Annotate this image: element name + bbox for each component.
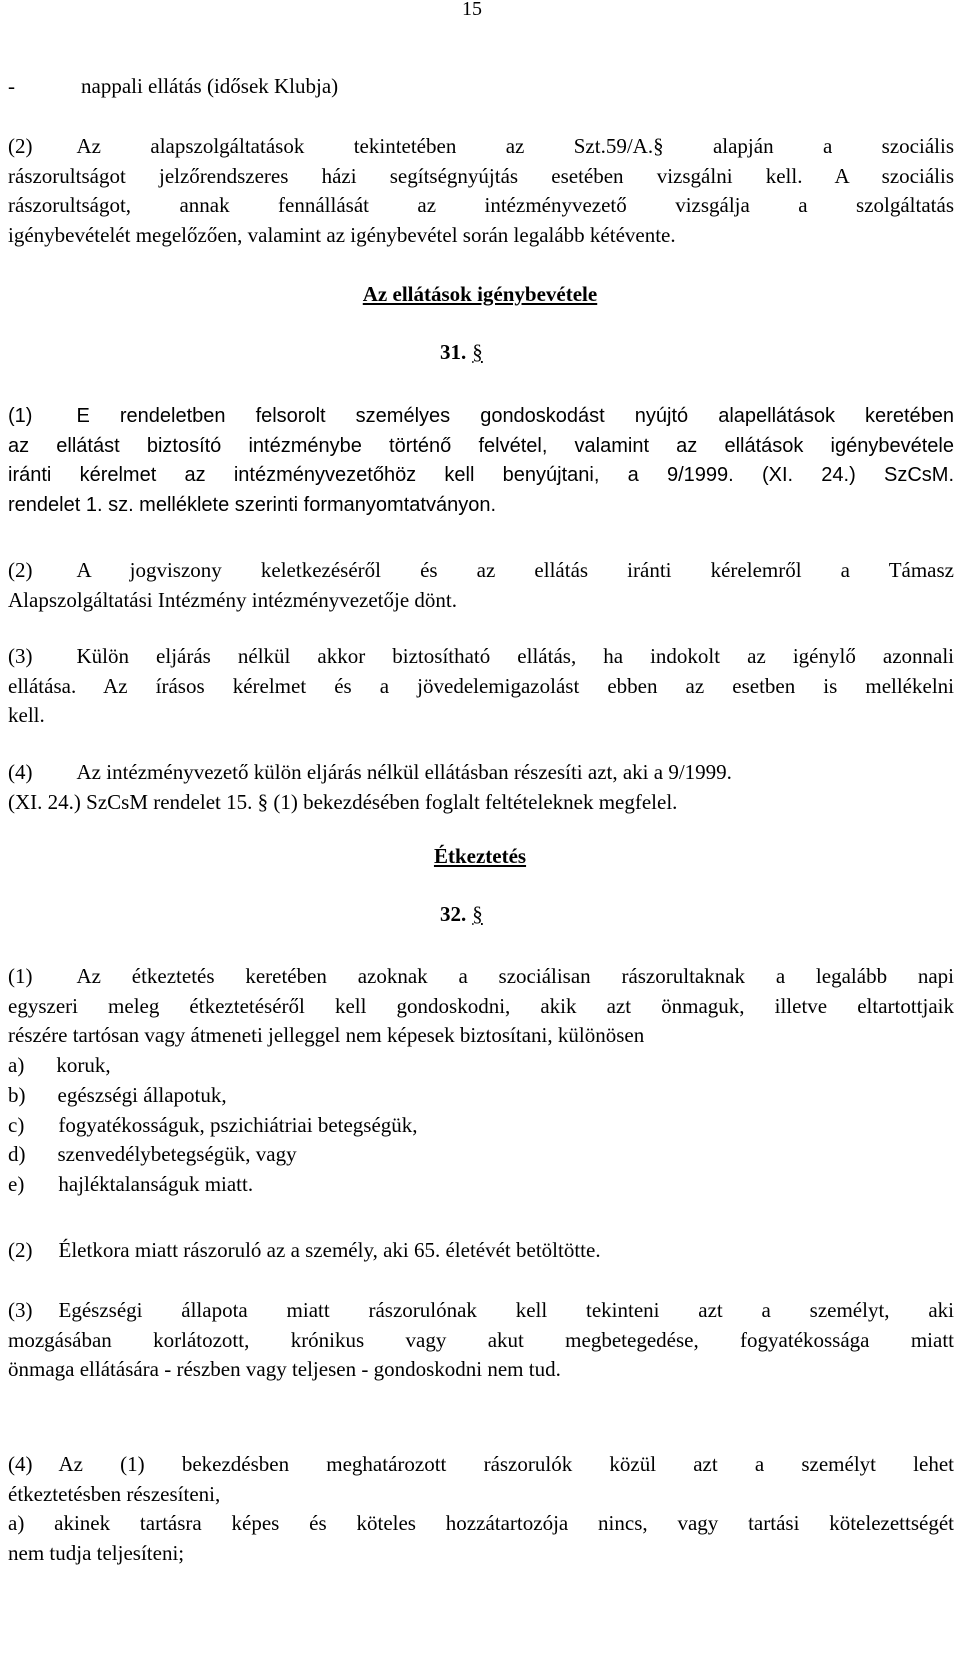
- section-32-paragraph-3: [8, 1296, 954, 1385]
- list-item: [8, 1140, 954, 1170]
- paragraph-line: egyszeri meleg étkeztetéséről kell gondoskodni, akik azt önmaguk, illetve eltartottjaik: [8, 993, 954, 1018]
- page-number: 15: [462, 0, 482, 20]
- list-item-text: egészségi állapotuk,: [57, 1082, 227, 1107]
- paragraph-line: Alapszolgáltatási Intézmény intézményvezetője dönt.: [8, 587, 457, 612]
- section-32-number: [440, 902, 483, 927]
- list-item-text: hajléktalanságuk miatt.: [58, 1171, 254, 1196]
- paragraph-line: Az étkeztetés keretében azoknak a szociálisan rászorultaknak a legalább napi: [76, 964, 954, 988]
- paragraph-line: Az alapszolgáltatások tekintetében az Szt.59/A.§ alapján a szociális: [76, 134, 954, 158]
- section-31-paragraph-2: [8, 556, 954, 615]
- paragraph-line: részére tartósan vagy átmeneti jelleggel nem képesek biztosítani, különösen: [8, 1023, 645, 1048]
- section-number-text: 32.: [440, 902, 467, 926]
- paragraph-line: igénybevételét megelőzően, valamint az igénybevétel során legalább kétévente.: [8, 223, 676, 248]
- paragraph-line: rászorultságot jelzőrendszeres házi segítségnyújtás esetében vizsgálni kell. A szociális: [8, 163, 954, 188]
- paragraph-line: étkeztetésben részesíteni,: [8, 1481, 221, 1506]
- intro-text: nappali ellátás (idősek Klubja): [81, 74, 339, 98]
- paragraph-line: Külön eljárás nélkül akkor biztosítható ellátás, ha indokolt az igénylő azonnali: [76, 644, 954, 668]
- paragraph-line: rászorultságot, annak fennállását az intézményvezető vizsgálja a szolgáltatás: [8, 193, 954, 218]
- paragraph-line: E rendeletben felsorolt személyes gondoskodást nyújtó alapellátások keretében: [76, 405, 954, 427]
- list-item-text: koruk,: [56, 1053, 111, 1078]
- section-heading-etkeztetes: Étkeztetés: [433, 844, 527, 868]
- list-item: [8, 1170, 954, 1200]
- list-item-text: szenvedélybetegségük, vagy: [57, 1142, 297, 1167]
- paragraph-line: ellátása. Az írásos kérelmet és a jövedelemigazolást ebben az esetben is mellékelni: [8, 673, 954, 698]
- section-31-number: [440, 340, 483, 365]
- paragraph-number: (2): [8, 1238, 33, 1262]
- list-item-label: b): [8, 1082, 26, 1107]
- section-31-paragraph-3: [8, 642, 954, 731]
- section-heading-igenybevetel: Az ellátások igénybevétele: [362, 282, 598, 306]
- section-32-paragraph-2: [8, 1236, 954, 1266]
- list-item-label: c): [8, 1112, 25, 1137]
- list-item: [8, 1111, 954, 1141]
- paragraph-line: Életkora miatt rászoruló az a személy, aki 65. életévét betöltötte.: [58, 1238, 601, 1262]
- paragraph-line: (XI. 24.) SzCsM rendelet 15. § (1) bekezdésében foglalt feltételeknek megfelel.: [8, 789, 678, 814]
- paragraph-number: (4): [8, 760, 33, 784]
- intro-dash: -: [8, 74, 15, 98]
- paragraph-line: az ellátást biztosító intézménybe történő felvétel, valamint az ellátások igénybevétele: [8, 434, 954, 457]
- section-31-paragraph-1: [8, 402, 954, 521]
- paragraph-number: (1): [8, 405, 33, 427]
- section-32-paragraph-1: [8, 962, 954, 1200]
- paragraph-number: (2): [8, 134, 33, 158]
- section-number-text: 31.: [440, 340, 467, 364]
- list-item-label: e): [8, 1171, 25, 1196]
- paragraph-line: Az intézményvezető külön eljárás nélkül ellátásban részesíti azt, aki a 9/1999.: [76, 760, 732, 784]
- section-32-paragraph-4: [8, 1450, 954, 1569]
- paragraph-number: (1): [8, 964, 33, 988]
- paragraph-number: (2): [8, 558, 33, 582]
- paragraph-line: Az (1) bekezdésben meghatározott rászorulók közül azt a személyt lehet: [58, 1452, 954, 1476]
- paragraph-line: kell.: [8, 703, 45, 728]
- paragraph-line: nem tudja teljesíteni;: [8, 1541, 185, 1566]
- list-item: [8, 1081, 954, 1111]
- paragraph-line: rendelet 1. sz. melléklete szerinti formanyomtatványon.: [8, 494, 496, 517]
- paragraph-number: (3): [8, 644, 33, 668]
- paragraph-line: Egészségi állapota miatt rászorulónak kell tekinteni azt a személyt, aki: [58, 1298, 954, 1322]
- section-symbol: §: [472, 340, 483, 364]
- list-item-label: d): [8, 1142, 26, 1167]
- paragraph-line: A jogviszony keletkezéséről és az ellátás iránti kérelemről a Támasz: [76, 558, 954, 582]
- paragraph-line: iránti kérelmet az intézményvezetőhöz kell benyújtani, a 9/1999. (XI. 24.) SzCsM.: [8, 464, 954, 487]
- list-item-text: fogyatékosságuk, pszichiátriai betegségük,: [58, 1112, 418, 1137]
- paragraph-line: önmaga ellátására - részben vagy teljesen - gondoskodni nem tud.: [8, 1357, 561, 1382]
- paragraph-line: a) akinek tartásra képes és köteles hozzátartozója nincs, vagy tartási kötelezettségét: [8, 1511, 954, 1536]
- section-31-paragraph-4: [8, 758, 954, 817]
- paragraph-line: mozgásában korlátozott, krónikus vagy akut megbetegedése, fogyatékossága miatt: [8, 1327, 954, 1352]
- list-item: [8, 1051, 954, 1081]
- intro-list-item: [8, 72, 954, 102]
- paragraph-2-alapszolgaltatasok: [8, 132, 954, 251]
- paragraph-number: (3): [8, 1298, 33, 1322]
- section-symbol: §: [472, 902, 483, 926]
- paragraph-number: (4): [8, 1452, 33, 1476]
- list-item-label: a): [8, 1053, 25, 1078]
